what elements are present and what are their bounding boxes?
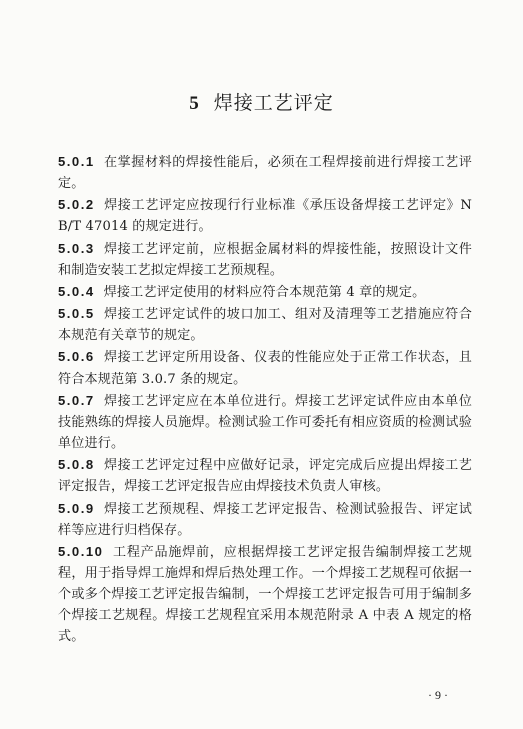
clause-5-0-2 [58, 194, 472, 237]
clause-number: 5.0.1 [58, 154, 95, 169]
clause-text: 焊接工艺评定前，应根据金属材料的焊接性能，按照设计文件和制造安装工艺拟定焊接工艺预规程。 [58, 241, 472, 278]
page-number: · 9 · [428, 688, 448, 702]
clause-text: 焊接工艺评定使用的材料应符合本规范第 4 章的规定。 [103, 284, 426, 300]
clause-5-0-4 [58, 281, 472, 303]
clause-number: 5.0.7 [58, 392, 95, 408]
clause-5-0-9 [58, 498, 472, 541]
clause-number: 5.0.10 [58, 543, 104, 559]
chapter-title: 焊接工艺评定 [213, 92, 334, 114]
chapter-number: 5 [189, 93, 200, 114]
clause-number: 5.0.4 [58, 283, 95, 299]
clause-5-0-5 [58, 303, 472, 346]
clause-text: 焊接工艺预规程、焊接工艺评定报告、检测试验报告、评定试样等应进行归档保存。 [58, 501, 472, 538]
clause-text: 工程产品施焊前，应根据焊接工艺评定报告编制焊接工艺规程，用于指导焊工施焊和焊后热处理工作。一个焊接工艺规程可依据一个或多个焊接工艺评定报告编制，一个焊接工艺评定报告可用于编制多个焊接工艺规程。焊接工艺规程宜采用本规范附录 A 中表 A 规定的格式。 [58, 544, 472, 645]
clause-5-0-6 [58, 346, 472, 389]
clause-text: 焊接工艺评定应按现行行业标准《承压设备焊接工艺评定》NB/T 47014 的规定进行。 [58, 198, 472, 235]
clause-5-0-7 [58, 390, 472, 454]
clause-number: 5.0.9 [58, 500, 95, 516]
clause-number: 5.0.5 [58, 306, 95, 322]
clause-text: 焊接工艺评定试件的坡口加工、组对及清理等工艺措施应符合本规范有关章节的规定。 [58, 307, 472, 344]
clause-text: 焊接工艺评定应在本单位进行。焊接工艺评定试件应由本单位技能熟练的焊接人员施焊。检测试验工作可委托有相应资质的检测试验单位进行。 [58, 393, 472, 452]
clause-text: 焊接工艺评定过程中应做好记录，评定完成后应提出焊接工艺评定报告，焊接工艺评定报告应由焊接技术负责人审核。 [58, 458, 472, 495]
clause-5-0-10 [58, 541, 472, 648]
clause-number: 5.0.3 [58, 240, 95, 256]
clause-text: 在掌握材料的焊接性能后，必须在工程焊接前进行焊接工艺评定。 [58, 155, 472, 192]
clause-5-0-3 [58, 238, 472, 281]
clause-number: 5.0.8 [58, 457, 95, 473]
clause-text: 焊接工艺评定所用设备、仪表的性能应处于正常工作状态，且符合本规范第 3.0.7 条的规定。 [58, 350, 472, 387]
clause-list [58, 151, 472, 648]
clause-number: 5.0.6 [58, 349, 95, 365]
clause-5-0-8 [58, 454, 472, 497]
clause-5-0-1 [58, 151, 472, 194]
chapter-heading [0, 88, 523, 115]
clause-number: 5.0.2 [58, 197, 95, 213]
